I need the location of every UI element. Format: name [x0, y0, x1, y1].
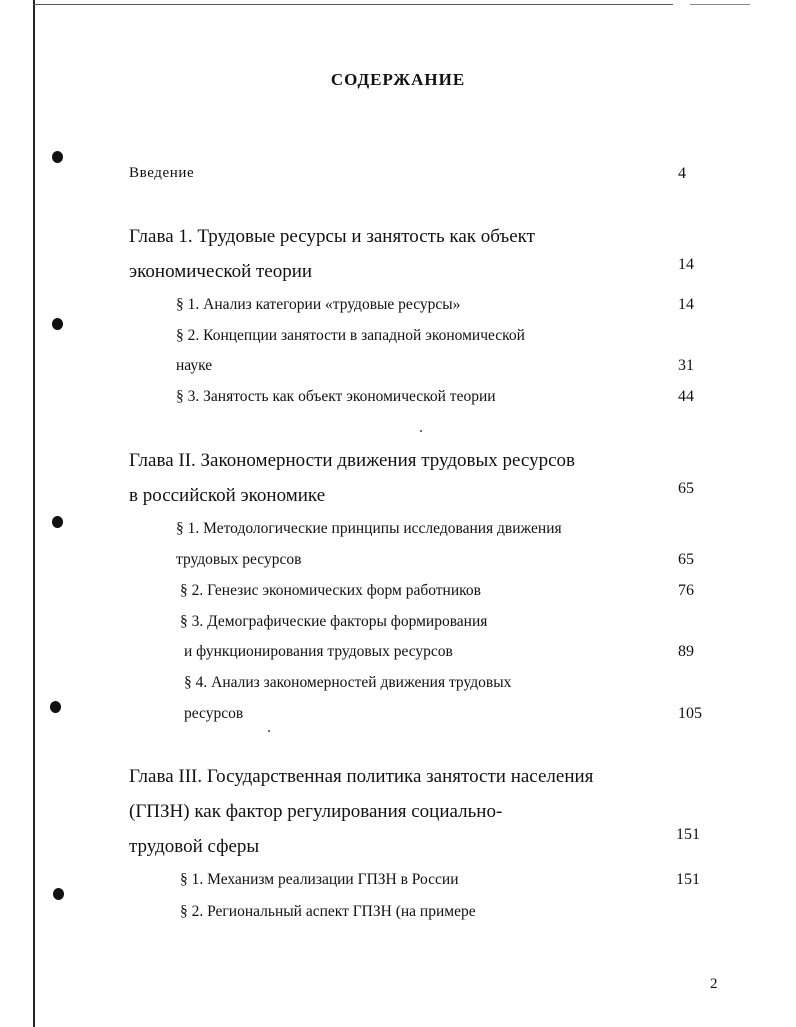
page-number: 2 — [710, 976, 718, 992]
chapter-3-title-line-1: Глава III. Государственная политика занятости населения — [129, 766, 594, 787]
chapter-1-title-line-2: экономической теории — [129, 261, 313, 282]
binder-hole — [52, 151, 63, 163]
chapter-2-title-line-2: в российской экономике — [129, 485, 326, 506]
chapter-1-page: 14 — [678, 256, 694, 273]
chapter-1-section-3-page: 44 — [678, 388, 694, 405]
chapter-2-page: 65 — [678, 480, 694, 497]
binder-hole — [52, 516, 63, 528]
binder-hole — [50, 701, 61, 713]
chapter-2-section-1-line-1: § 1. Методологические принципы исследования движения — [176, 520, 562, 537]
chapter-2-section-1-line-2: трудовых ресурсов — [176, 551, 302, 568]
chapter-1-section-2-line-2: науке — [176, 357, 213, 374]
chapter-3-title-line-3: трудовой сферы — [129, 836, 260, 857]
scan-speck — [420, 430, 422, 432]
toc-intro-page: 4 — [678, 165, 686, 182]
chapter-3-section-1-page: 151 — [676, 871, 700, 888]
binder-hole — [53, 888, 64, 900]
chapter-2-section-1-page: 65 — [678, 551, 694, 568]
chapter-1-section-1-page: 14 — [678, 296, 694, 313]
chapter-3-section-2-line-1: § 2. Региональный аспект ГПЗН (на примере — [180, 903, 476, 920]
chapter-2-section-4-line-2: ресурсов — [184, 705, 244, 722]
toc-intro-label: Введение — [129, 165, 195, 181]
chapter-2-title-line-1: Глава II. Закономерности движения трудовых ресурсов — [129, 450, 575, 471]
chapter-1-title-line-1: Глава 1. Трудовые ресурсы и занятость как объект — [129, 226, 535, 247]
chapter-3-section-1: § 1. Механизм реализации ГПЗН в России — [180, 871, 459, 888]
chapter-2-section-3-line-2: и функционирования трудовых ресурсов — [184, 643, 453, 660]
chapter-2-section-2-page: 76 — [678, 582, 694, 599]
chapter-2-section-3-line-1: § 3. Демографические факторы формирования — [180, 613, 488, 630]
chapter-2-section-4-page: 105 — [678, 705, 702, 722]
scan-speck — [268, 730, 270, 732]
chapter-1-section-1: § 1. Анализ категории «трудовые ресурсы» — [176, 296, 461, 313]
page-title: СОДЕРЖАНИЕ — [330, 70, 466, 89]
chapter-3-title-line-2: (ГПЗН) как фактор регулирования социально- — [129, 801, 503, 822]
page-top-edge — [33, 4, 673, 5]
chapter-1-section-2-line-1: § 2. Концепции занятости в западной экономической — [176, 327, 525, 344]
chapter-1-section-3: § 3. Занятость как объект экономической теории — [176, 388, 496, 405]
chapter-2-section-2: § 2. Генезис экономических форм работников — [180, 582, 481, 599]
chapter-1-section-2-page: 31 — [678, 357, 694, 374]
chapter-3-page: 151 — [676, 826, 700, 843]
chapter-2-section-3-page: 89 — [678, 643, 694, 660]
chapter-2-section-4-line-1: § 4. Анализ закономерностей движения трудовых — [184, 674, 512, 691]
binder-hole — [52, 318, 63, 330]
page-top-edge-fragment — [690, 4, 750, 5]
page-left-edge — [33, 0, 35, 1027]
